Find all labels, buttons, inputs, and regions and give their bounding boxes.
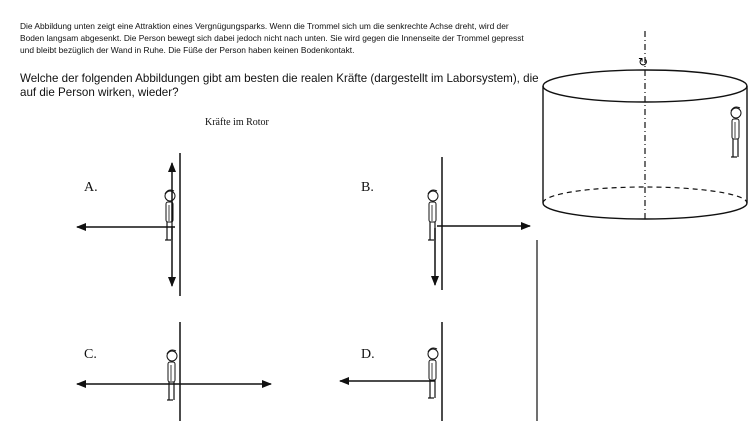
option-a-label[interactable]: A. bbox=[84, 180, 98, 195]
person-figure-icon bbox=[428, 348, 438, 398]
intro-text: Die Abbildung unten zeigt eine Attraktion eines Vergnügungsparks. Wenn die Trommel sich um die senkrechte Achse dreht, wird der Boden langsam abgesenkt. Die Person bewegt sich dabei jedoch nicht nach unten. Sie wird gegen die Innenseite der Trommel gepresst und bleibt bezüglich der Wand in Ruhe. Die Füße der Person haben keinen Bodenkontakt. bbox=[20, 21, 524, 55]
option-c-diagram bbox=[77, 322, 271, 421]
person-figure-icon bbox=[167, 350, 177, 400]
rotor-drum bbox=[543, 31, 747, 222]
diagram-subtitle: Kräfte im Rotor bbox=[205, 117, 269, 128]
person-figure-icon bbox=[428, 190, 438, 240]
question-text: Welche der folgenden Abbildungen gibt am besten die realen Kräfte (dargestellt im Laborsystem), die auf die Person wirken, wieder? bbox=[20, 72, 539, 100]
rotation-arrow-icon: ↻ bbox=[638, 55, 649, 69]
option-d-diagram bbox=[340, 322, 442, 421]
person-figure-icon bbox=[731, 107, 741, 157]
option-d-label[interactable]: D. bbox=[361, 347, 375, 362]
option-b-diagram bbox=[428, 157, 530, 290]
option-b-label[interactable]: B. bbox=[361, 180, 374, 195]
option-a-diagram bbox=[77, 153, 180, 296]
person-figure-icon bbox=[165, 190, 175, 240]
option-c-label[interactable]: C. bbox=[84, 347, 97, 362]
